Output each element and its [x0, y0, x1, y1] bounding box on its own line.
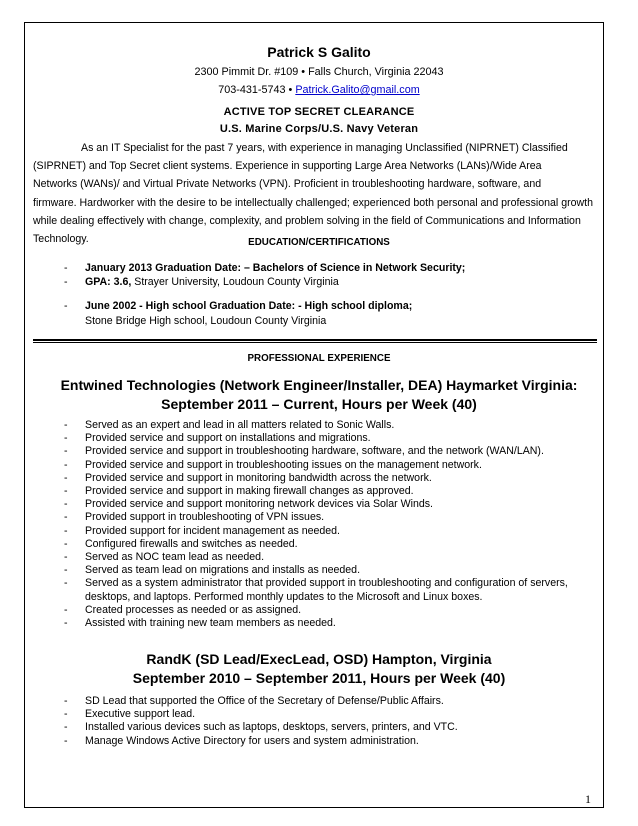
- summary-line: As an IT Specialist for the past 7 years, with experience in managing Unclassified (NIPRNET) Classified: [81, 142, 568, 154]
- duty-text: Manage Windows Active Directory for users and system administration.: [85, 734, 419, 747]
- job1-title: Entwined Technologies (Network Engineer/Installer, DEA) Haymarket Virginia:: [60, 377, 578, 393]
- dash-marker: -: [64, 721, 68, 734]
- dash-marker: -: [64, 471, 68, 484]
- education-heading: EDUCATION/CERTIFICATIONS: [248, 237, 390, 248]
- dash-marker: -: [64, 734, 68, 747]
- dash-marker: -: [64, 551, 68, 563]
- dash-marker: -: [64, 617, 68, 629]
- duty-text: Served as team lead on migrations and installs as needed.: [85, 564, 361, 577]
- duty-text: Configured firewalls and switches as needed.: [85, 537, 298, 550]
- dash-marker: -: [64, 695, 68, 707]
- dash-marker: -: [64, 564, 68, 577]
- dash-marker: -: [64, 603, 68, 616]
- clearance-line: ACTIVE TOP SECRET CLEARANCE: [223, 106, 415, 118]
- duty-text: Provided support in troubleshooting of VPN issues.: [85, 511, 325, 524]
- dash-marker: -: [64, 708, 68, 721]
- summary-line: Technology.: [33, 233, 89, 246]
- dash-marker: -: [64, 511, 68, 524]
- duty-text: Provided service and support on installations and migrations.: [85, 432, 371, 445]
- duty-text: SD Lead that supported the Office of the Secretary of Defense/Public Affairs.: [85, 695, 444, 707]
- dash-marker: -: [64, 498, 68, 511]
- job1-dates: September 2011 – Current, Hours per Week (40): [161, 396, 477, 412]
- duty-text: Provided service and support in troubleshooting issues on the management network.: [85, 458, 482, 471]
- dash-marker: -: [64, 485, 68, 497]
- duty-text: Served as NOC team lead as needed.: [85, 551, 265, 563]
- summary-line: firmware. Hardworker with the desire to be intellectually challenged; experienced both personal and professional growth: [33, 196, 594, 209]
- duty-text: Provided service and support in troubleshooting hardware, software, and the network (WAN/LAN).: [85, 445, 544, 458]
- candidate-name: Patrick S Galito: [267, 44, 371, 60]
- duty-text: Provided service and support in monitoring bandwidth across the network.: [85, 471, 432, 484]
- summary-paragraph: [33, 139, 593, 248]
- degree-item: January 2013 Graduation Date: – Bachelors of Science in Network Security;: [85, 262, 466, 274]
- dash-marker: -: [64, 537, 68, 550]
- section-divider: [33, 342, 597, 343]
- summary-line: while dealing effectively with change, complexity, and problem solving in the field of Communications and Information: [33, 214, 581, 227]
- gpa-item: GPA: 3.6, Strayer University, Loudoun County Virginia: [85, 276, 339, 288]
- dash-marker: -: [64, 445, 68, 458]
- duty-text: Provided support for incident management as needed.: [85, 524, 341, 537]
- summary-line: Networks (WANs)/ and Virtual Private Networks (VPN). Proficient in troubleshooting hardware, software, and: [33, 178, 542, 191]
- highschool-name: Stone Bridge High school, Loudoun County Virginia: [85, 315, 327, 327]
- job2-dates: September 2010 – September 2011, Hours per Week (40): [132, 670, 506, 686]
- duty-text: Provided service and support monitoring network devices via Solar Winds.: [85, 498, 433, 511]
- dash-marker: -: [64, 458, 68, 471]
- email-link[interactable]: Patrick.Galito@gmail.com: [295, 84, 420, 96]
- duty-text: Served as a system administrator that provided support in troubleshooting and configuration of servers,: [85, 577, 568, 590]
- veteran-line: U.S. Marine Corps/U.S. Navy Veteran: [219, 123, 419, 135]
- phone-number: 703-431-5743 •: [218, 84, 293, 96]
- dash-marker: -: [64, 577, 68, 590]
- duty-text: Created processes as needed or as assigned.: [85, 603, 302, 616]
- summary-line: (SIPRNET) and Top Secret client systems. Experience in supporting Large Area Networks (LANs)/Wide Area: [33, 160, 542, 173]
- contact-line: [0, 84, 638, 96]
- duty-text: Installed various devices such as laptops, desktops, servers, printers, and VTC.: [85, 721, 458, 734]
- duty-text: Served as an expert and lead in all matters related to Sonic Walls.: [85, 419, 395, 431]
- dash-marker: -: [64, 432, 68, 445]
- experience-heading: PROFESSIONAL EXPERIENCE: [247, 353, 391, 364]
- job2-title: RandK (SD Lead/ExecLead, OSD) Hampton, Virginia: [146, 651, 492, 667]
- section-divider: [33, 339, 597, 341]
- page-number: 1: [585, 792, 591, 806]
- dash-marker: -: [64, 524, 68, 537]
- duty-text: desktops, and laptops. Performed monthly updates to the Microsoft and Linux boxes.: [85, 590, 483, 603]
- highschool-item: June 2002 - High school Graduation Date: - High school diploma;: [85, 300, 413, 312]
- duty-text: Provided service and support in making firewall changes as approved.: [85, 485, 414, 497]
- duty-text: Executive support lead.: [85, 708, 196, 721]
- address-line: 2300 Pimmit Dr. #109 • Falls Church, Virginia 22043: [194, 66, 444, 78]
- dash-marker: -: [64, 419, 68, 431]
- duty-text: Assisted with training new team members as needed.: [85, 617, 336, 629]
